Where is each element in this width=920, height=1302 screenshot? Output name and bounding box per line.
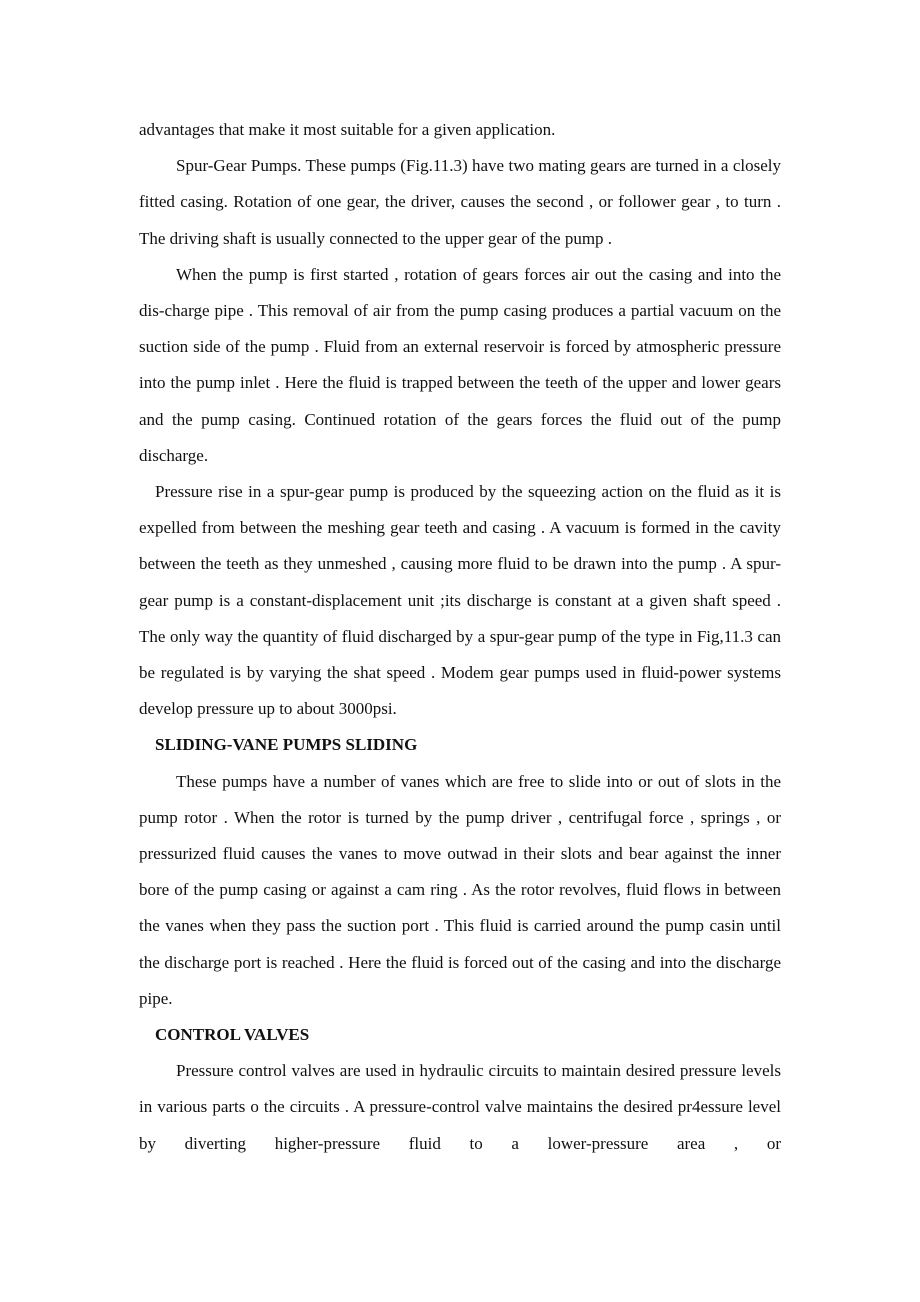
- paragraph-continuation: advantages that make it most suitable for a given application.: [139, 120, 556, 139]
- paragraph-control-valves: Pressure control valves are used in hydraulic circuits to maintain desired pressure levels in various parts o the circuits . A pressure-control valve maintains the desired pr4essure level by diverting higher-pressure fluid to a lower-pressure area , or: [139, 1061, 781, 1153]
- paragraph-pressure-rise: Pressure rise in a spur-gear pump is produced by the squeezing action on the fluid as it is expelled from between the meshing gear teeth and casing . A vacuum is formed in the cavity between the teeth as they unmeshed , causing more fluid to be drawn into the pump . A spur-gear pump is a constant-displacement unit ;its discharge is constant at a given shaft speed . The only way the quantity of fluid discharged by a spur-gear pump of the type in Fig,11.3 can be regulated is by varying the shat speed . Modem gear pumps used in fluid-power systems develop pressure up to about 3000psi.: [139, 482, 781, 719]
- heading-control-valves: CONTROL VALVES: [155, 1025, 310, 1045]
- paragraph-spur-gear-pumps: Spur-Gear Pumps. These pumps (Fig.11.3) have two mating gears are turned in a closely fitted casing. Rotation of one gear, the driver, causes the second , or follower gear , to turn . The driving shaft is usually connected to the upper gear of the pump .: [139, 156, 781, 248]
- document-body: [139, 112, 781, 1162]
- paragraph-sliding-vane: These pumps have a number of vanes which are free to slide into or out of slots in the pump rotor . When the rotor is turned by the pump driver , centrifugal force , springs , or pressurized fluid causes the vanes to move outwad in their slots and bear against the inner bore of the pump casing or against a cam ring . As the rotor revolves, fluid flows in between the vanes when they pass the suction port . This fluid is carried around the pump casin until the discharge port is reached . Here the fluid is forced out of the casing and into the discharge pipe.: [139, 771, 781, 1008]
- heading-sliding-vane-pumps: SLIDING-VANE PUMPS SLIDING: [155, 735, 418, 755]
- paragraph-pump-start: When the pump is first started , rotation of gears forces air out the casing and into the dis-charge pipe . This removal of air from the pump casing produces a partial vacuum on the suction side of the pump . Fluid from an external reservoir is forced by atmospheric pressure into the pump inlet . Here the fluid is trapped between the teeth of the upper and lower gears and the pump casing. Continued rotation of the gears forces the fluid out of the pump discharge.: [139, 264, 781, 465]
